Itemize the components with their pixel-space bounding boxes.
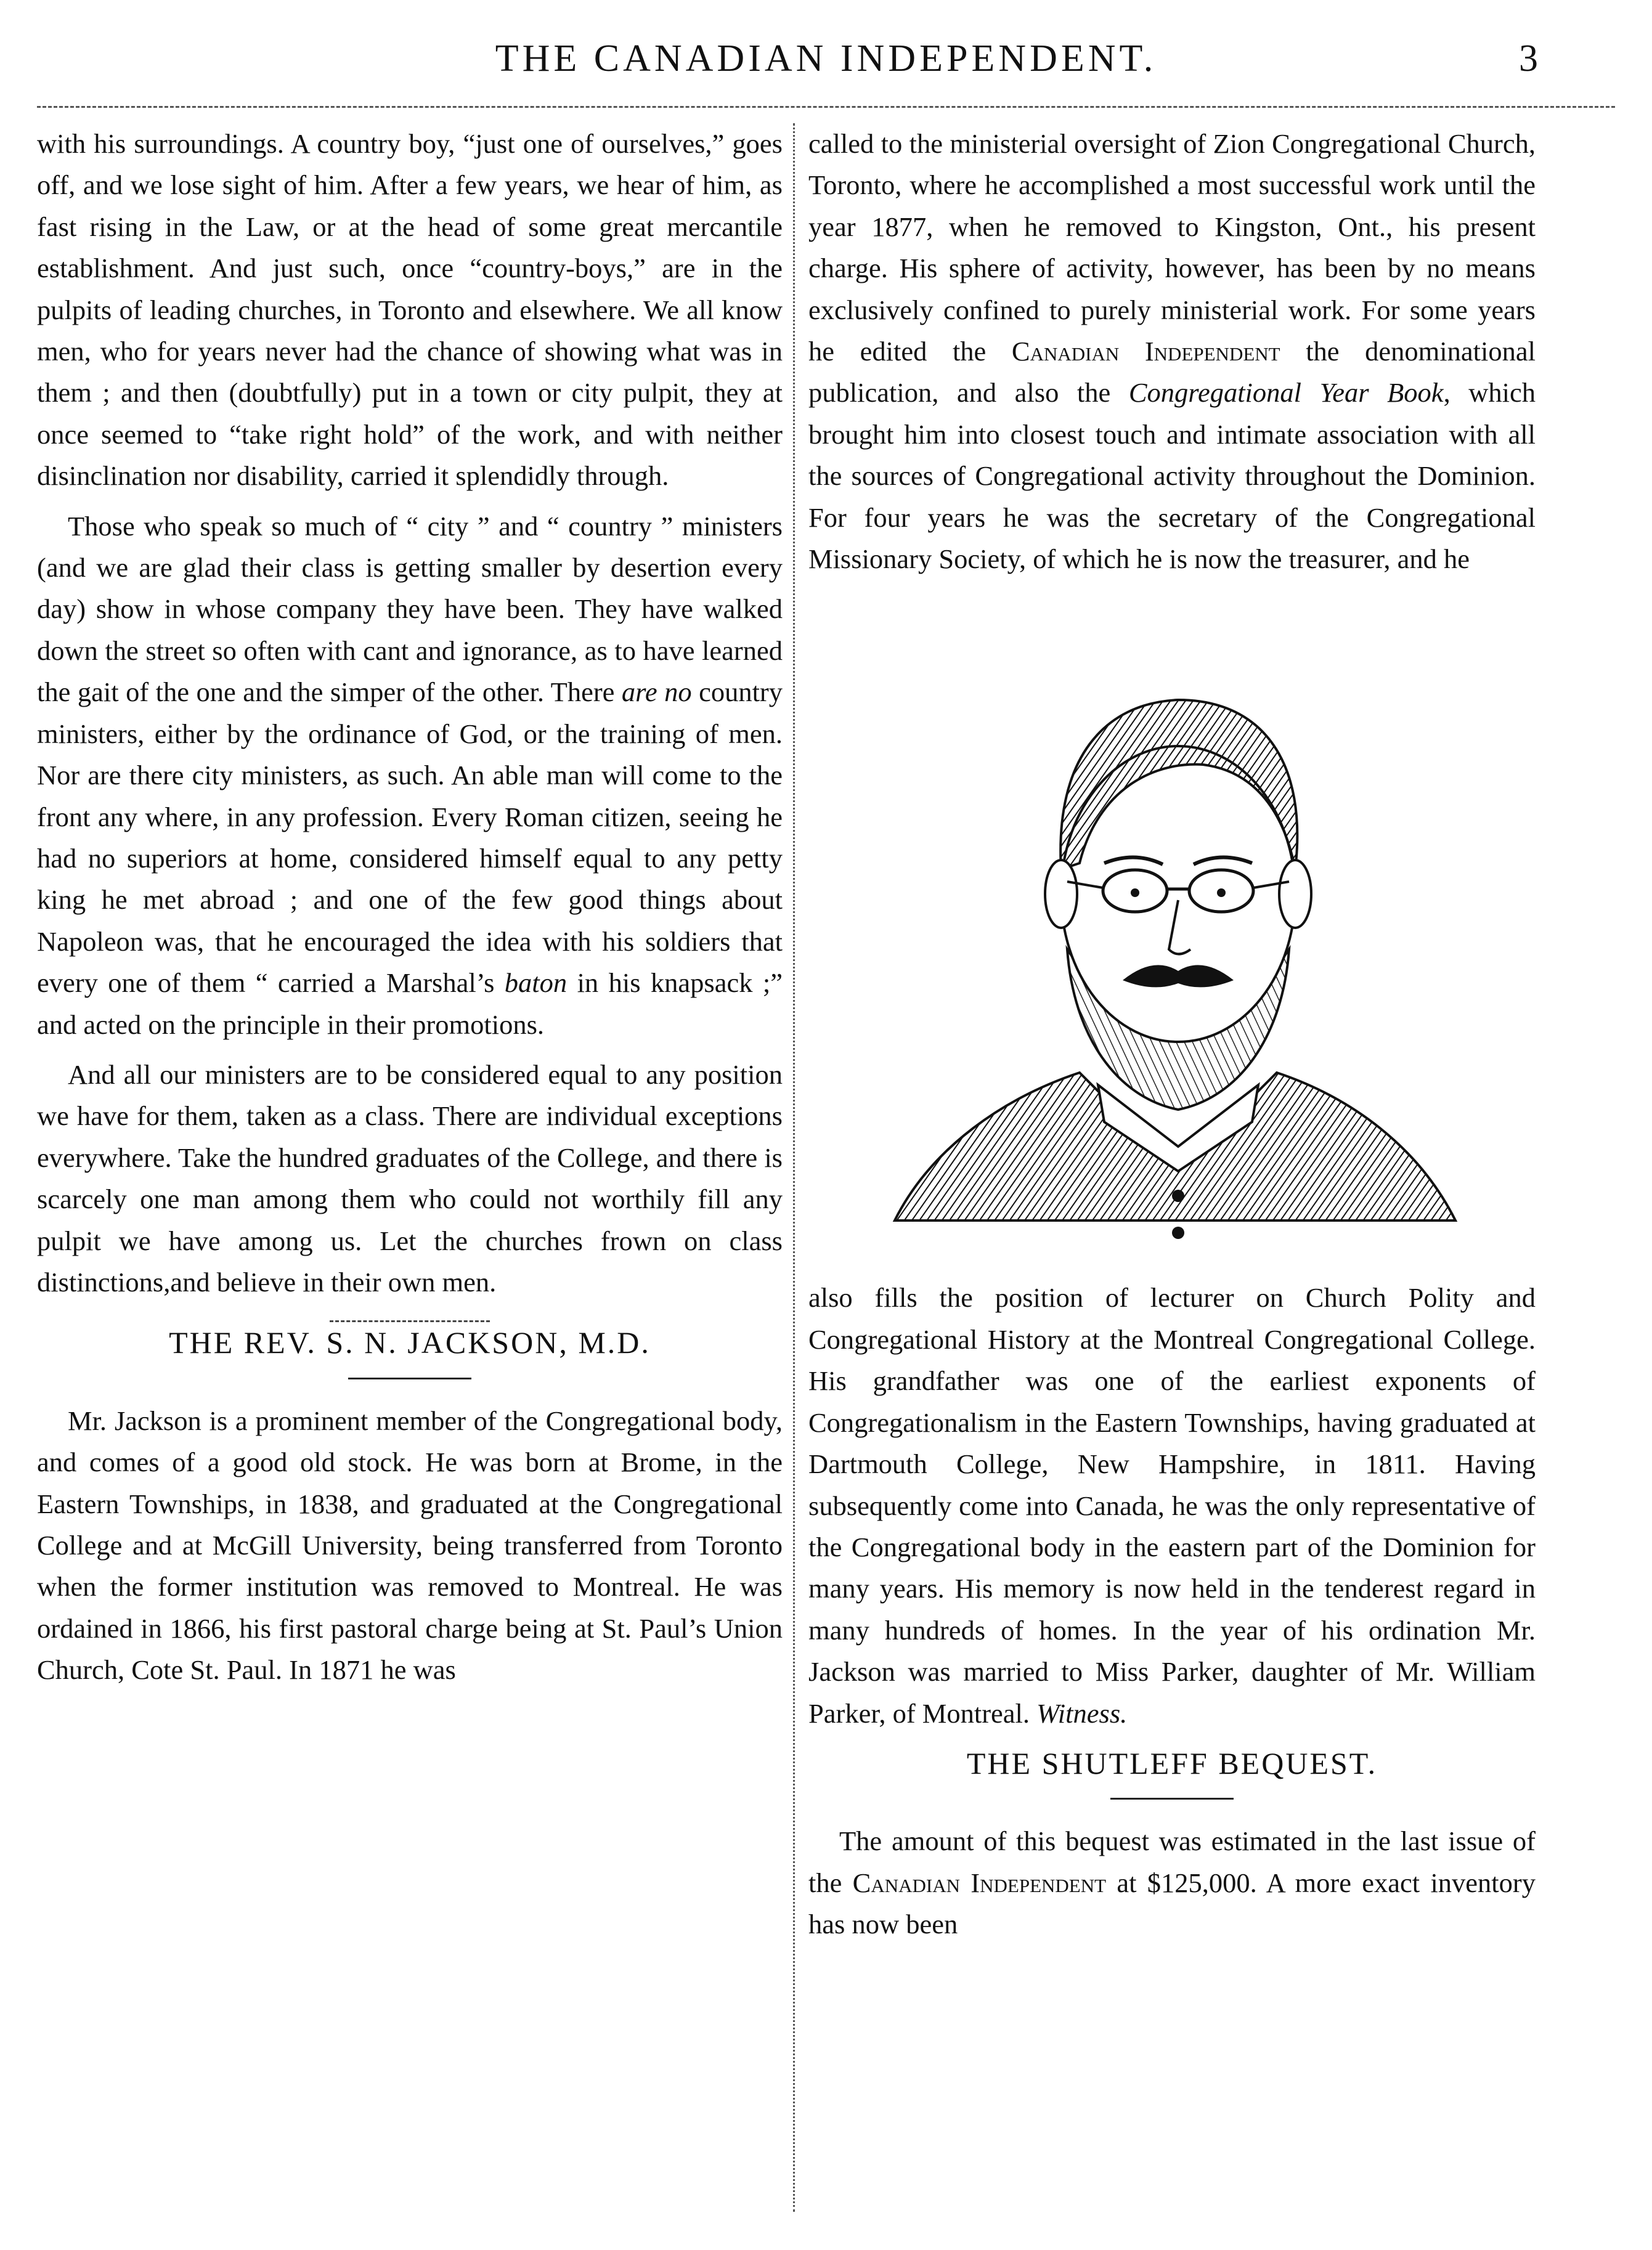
heading-rule xyxy=(348,1378,471,1379)
page-number: 3 xyxy=(1519,38,1538,79)
portrait-engraving-icon xyxy=(808,604,1536,1264)
left-column xyxy=(37,123,783,1691)
heading-rule xyxy=(1110,1798,1234,1800)
page-header xyxy=(0,37,1652,105)
header-divider xyxy=(37,106,1615,108)
article-heading: THE SHUTLEFF BEQUEST. xyxy=(966,1745,1378,1781)
journal-title: THE CANADIAN INDEPENDENT. xyxy=(495,38,1157,79)
column-divider xyxy=(793,123,795,2212)
paragraph: And all our ministers are to be considered equal to any position we have for them, taken as a class. There are individual exceptions everywhere. Take the hundred graduates of the College, and there is scarcely one man among them who could not worthily fill any pulpit we have among us. Let the churches frown on class distinctions,and believe in their own men. xyxy=(37,1058,783,1298)
paragraph: with his surroundings. A country boy, “just one of ourselves,” goes off, and we lose sight of him. After a few years, we hear of him, as fast rising in the Law, or at the head of some great mercantile establishment. And just such, once “country-boys,” are in the pulpits of leading churches, in Toronto and elsewhere. We all know men, who for years never had the chance of showing what was in them ; and then (doubtfully) put in a town or city pulpit, they at once seemed to “take right hold” of the work, and with neither disinclination nor disability, carried it splendidly through. xyxy=(37,128,783,492)
right-column xyxy=(808,123,1536,1946)
paragraph: Mr. Jackson is a prominent member of the Congregational body, and comes of a good old stock. He was born at Brome, in the Eastern Townships, in 1838, and graduated at the Congregational College and at McGill University, being transferred from Toronto when the former institution was removed to Montreal. He was ordained in 1866, his first pastoral charge being at St. Paul’s Union Church, Cote St. Paul. In 1871 he was xyxy=(37,1405,783,1686)
emphasis: Congregational Year Book xyxy=(1128,377,1444,408)
article-heading: THE REV. S. N. JACKSON, M.D. xyxy=(169,1325,651,1360)
paragraph: Those who speak so much of “ city ” and “ country ” ministers (and we are glad their class is getting smaller by desertion every day) show in whose company they have been. They have walked down the street so often with cant and ignorance, as to have learned the gait of the one and the simper of the other. There are no country ministers, either by the ordinance of God, or the training of men. Nor are there city ministers, as such. An able man will come to the front any where, in any profession. Every Roman citizen, seeing he had no superiors at home, considered himself equal to any petty king he met abroad ; and one of the few good things about Napoleon was, that he encouraged the idea with his soldiers that every one of them “ carried a Marshal’s baton in his knapsack ;” and acted on the principle in their promotions. xyxy=(37,510,783,1040)
small-caps: Canadian Independent xyxy=(852,1867,1107,1898)
paragraph: called to the ministerial oversight of Zion Congregational Church, Toronto, where he accomplished a most successful work until the year 1877, when he removed to Kingston, Ont., his present charge. His sphere of activity, however, has been by no means exclusively confined to purely ministerial work. For some years he edited the Canadian Independent the denominational publication, and also the Congregational Year Book, which brought him into closest touch and intimate association with all the sources of Congregational activity throughout the Dominion. For four years he was the secretary of the Congregational Missionary Society, of which he is now the treasurer, and he xyxy=(808,128,1536,575)
emphasis: Witness. xyxy=(1036,1697,1128,1729)
emphasis: baton xyxy=(504,967,568,999)
small-caps: Canadian Independent xyxy=(1011,336,1280,367)
emphasis: are no xyxy=(621,676,692,708)
paragraph: The amount of this bequest was estimated in the last issue of the Canadian Independent at $125,000. A more exact inventory has now been xyxy=(808,1826,1536,1940)
paragraph: also fills the position of lecturer on Church Polity and Congregational History at the Montreal Congregational College. His grandfather was one of the earliest exponents of Congregationalism in the Eastern Townships, having graduated at Dartmouth College, New Hampshire, in 1811. Having subsequently come into Canada, he was the only representative of the Congregational body in the eastern part of the Dominion for many years. His memory is now held in the tenderest regard in many hundreds of homes. In the year of his ordination Mr. Jackson was married to Miss Parker, daughter of Mr. William Parker, of Montreal. Witness. xyxy=(808,1282,1536,1729)
